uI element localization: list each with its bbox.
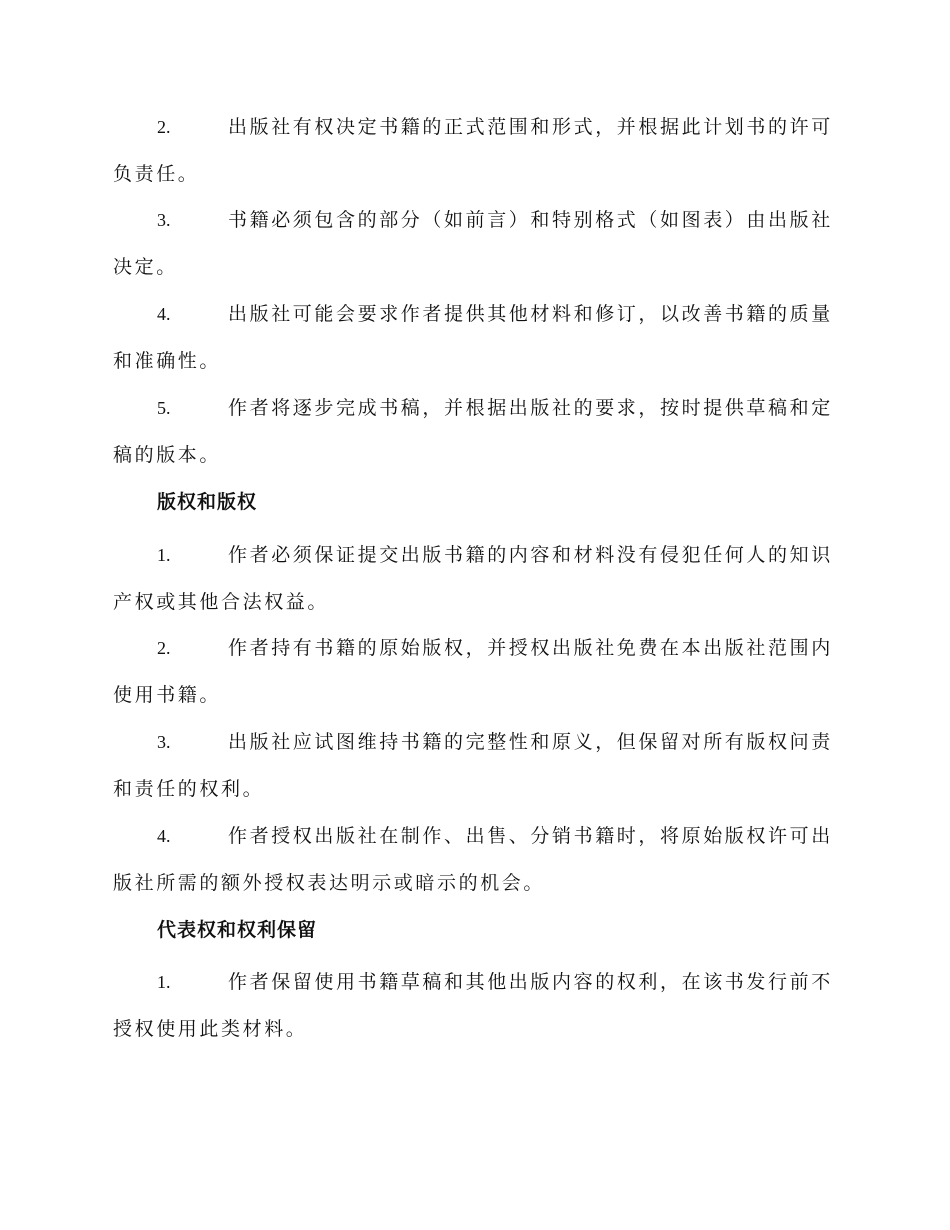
item-text-line: 负责任。 [113, 163, 200, 185]
item-text-line: 作者必须保证提交出版书籍的内容和材料没有侵犯任何人的知识 [228, 544, 833, 566]
item-number: 4. [157, 304, 171, 324]
list-item [113, 291, 835, 385]
list-item [113, 197, 835, 291]
item-text-line: 稿的版本。 [113, 444, 222, 466]
item-number: 1. [157, 545, 171, 565]
item-text-line: 授权使用此类材料。 [113, 1018, 308, 1040]
list-item [113, 959, 835, 1053]
item-text-line: 使用书籍。 [113, 684, 222, 706]
list-item [113, 385, 835, 479]
section-heading: 代表权和权利保留 [157, 919, 318, 941]
item-text-line: 作者持有书籍的原始版权，并授权出版社免费在本出版社范围内 [228, 637, 833, 659]
item-number: 2. [157, 638, 171, 658]
item-text-line: 作者将逐步完成书稿，并根据出版社的要求，按时提供草稿和定 [228, 397, 833, 419]
item-text-line: 出版社有权决定书籍的正式范围和形式，并根据此计划书的许可 [228, 116, 833, 138]
item-text-line: 作者授权出版社在制作、出售、分销书籍时，将原始版权许可出 [228, 825, 833, 847]
item-number: 3. [157, 732, 171, 752]
item-text-line: 作者保留使用书籍草稿和其他出版内容的权利，在该书发行前不 [228, 971, 833, 993]
item-number: 5. [157, 398, 171, 418]
list-item [113, 625, 835, 719]
list-item [113, 719, 835, 813]
item-number: 3. [157, 210, 171, 230]
item-text-line: 出版社应试图维持书籍的完整性和原义，但保留对所有版权问责 [228, 731, 833, 753]
item-text-line: 决定。 [113, 256, 178, 278]
item-text-line: 产权或其他合法权益。 [113, 591, 330, 613]
item-text-line: 书籍必须包含的部分（如前言）和特别格式（如图表）由出版社 [228, 209, 833, 231]
item-text-line: 和准确性。 [113, 350, 222, 372]
list-item [113, 104, 835, 198]
item-text-line: 和责任的权利。 [113, 778, 265, 800]
item-text-line: 版社所需的额外授权表达明示或暗示的机会。 [113, 872, 546, 894]
item-number: 4. [157, 826, 171, 846]
list-item [113, 532, 835, 626]
section-heading: 版权和版权 [157, 491, 258, 513]
list-item [113, 813, 835, 907]
item-text-line: 出版社可能会要求作者提供其他材料和修订，以改善书籍的质量 [228, 303, 833, 325]
item-number: 2. [157, 117, 171, 137]
item-number: 1. [157, 972, 171, 992]
